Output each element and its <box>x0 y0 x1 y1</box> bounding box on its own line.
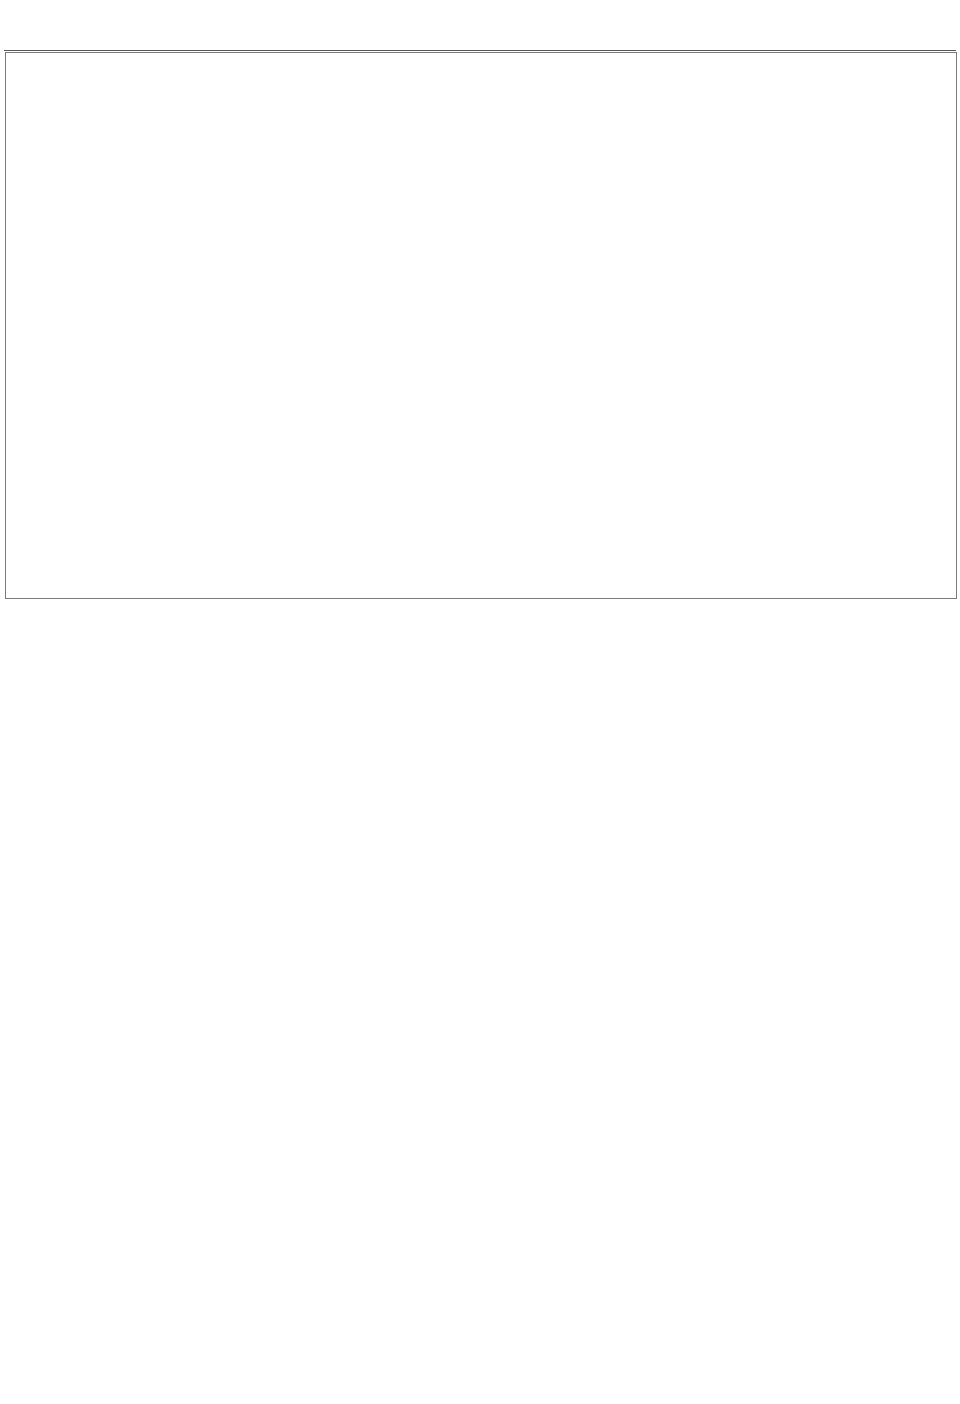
item-4-line-1 <box>4 1240 956 1276</box>
summary-line-1 <box>4 680 956 716</box>
item-1-line-1 <box>4 920 956 956</box>
areas-intro-line-1 <box>4 829 956 865</box>
item-4-line-2 <box>4 1275 956 1311</box>
item-3-line-3 <box>4 1204 956 1240</box>
areas-intro-line-2 <box>4 865 956 901</box>
item-4-line-3 <box>4 1311 956 1347</box>
item-1-line-3 <box>4 991 956 1027</box>
summary-line-2 <box>4 716 956 752</box>
item-2-line-3 <box>4 1098 956 1134</box>
pie-chart-frame <box>5 52 957 599</box>
paragraph-summary <box>4 680 956 751</box>
item-1-line-2 <box>4 956 956 992</box>
header-divider <box>4 50 956 51</box>
pie-chart <box>6 53 958 600</box>
item-list <box>4 920 956 1346</box>
item-2-line-1 <box>4 1027 956 1063</box>
paragraph-areas <box>4 829 956 900</box>
item-2-line-2 <box>4 1062 956 1098</box>
item-3-line-1 <box>4 1133 956 1169</box>
summary-text-a <box>4 685 22 709</box>
item-3-line-2 <box>4 1169 956 1205</box>
